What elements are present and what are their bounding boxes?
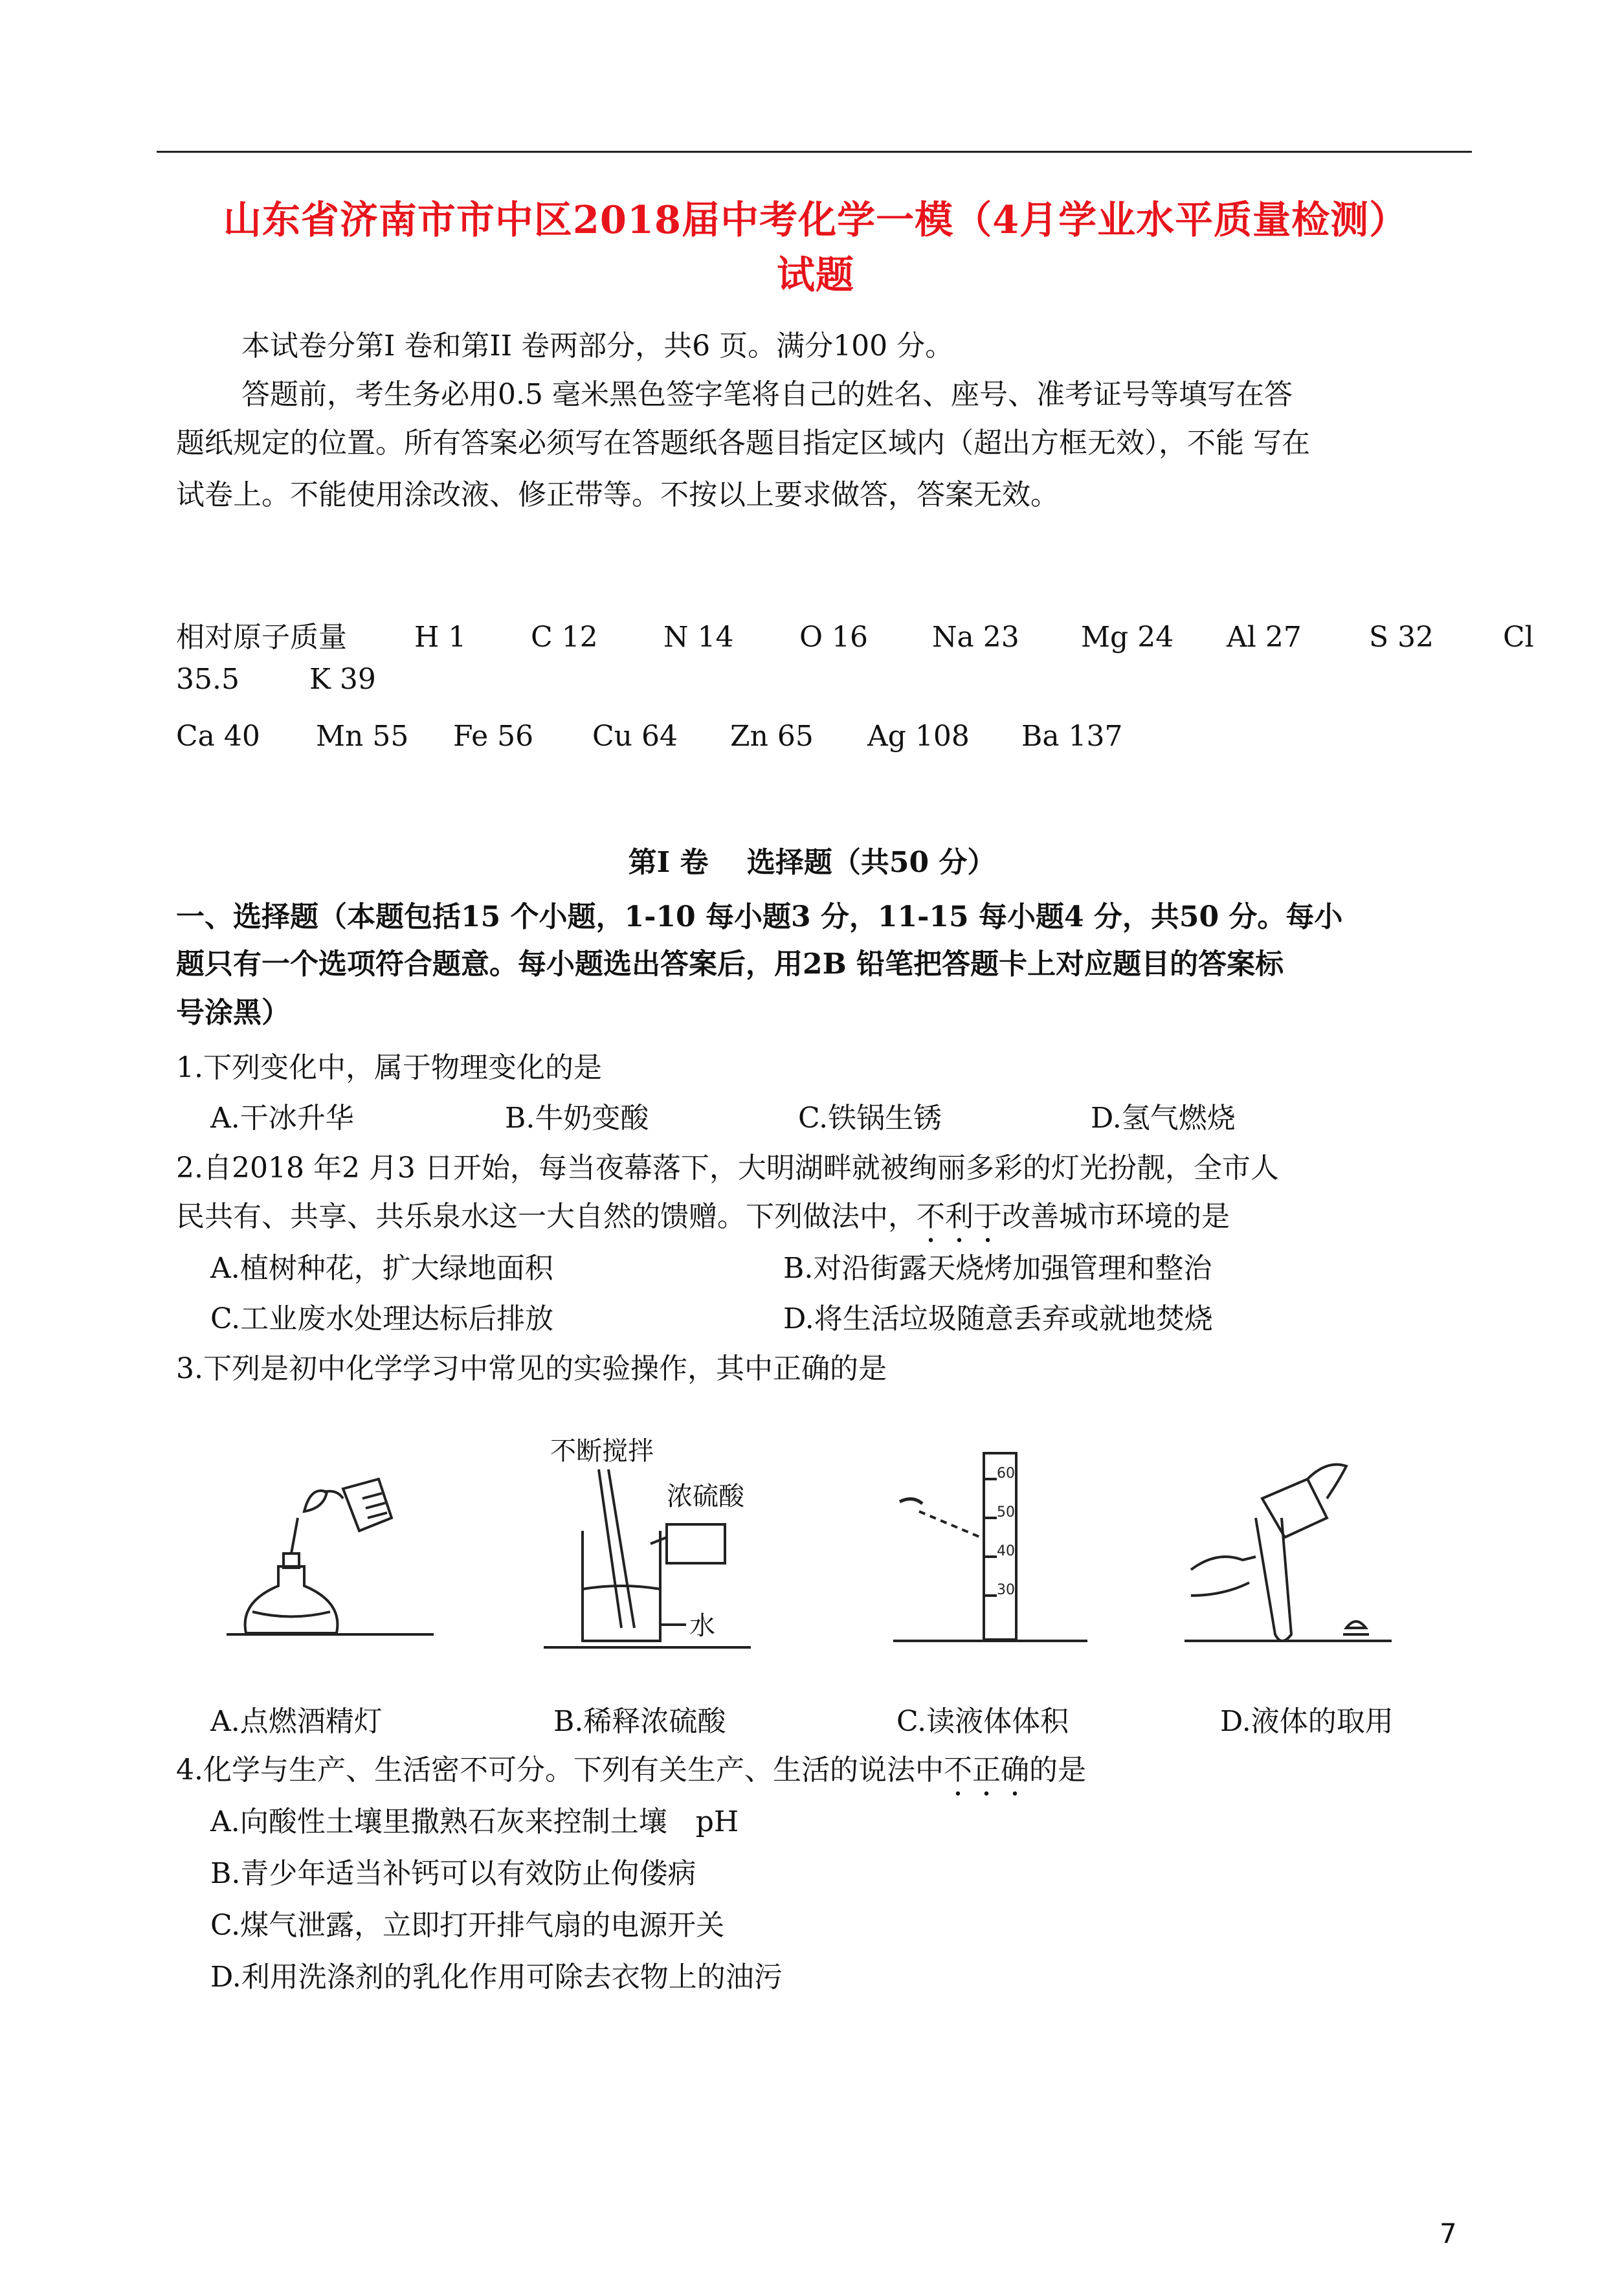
dilution-figure <box>537 1434 783 1654</box>
atomic-mass-item: Ag 108 <box>867 720 970 753</box>
alcohol-lamp-figure <box>227 1440 440 1654</box>
intro-line: 本试卷分第Ⅰ 卷和第II 卷两部分，共6 页。满分100 分。 <box>241 329 954 362</box>
cylinder-tick: 30 <box>997 1582 1015 1598</box>
option-c: C.读液体体积 <box>896 1705 1069 1738</box>
option-b: B.稀释浓硫酸 <box>553 1705 726 1738</box>
atomic-mass-item: C 12 <box>531 621 598 654</box>
atomic-mass-item: O 16 <box>799 621 869 654</box>
document-title-line2: 试题 <box>776 252 854 297</box>
cylinder-tick: 50 <box>997 1504 1015 1520</box>
option-d: D.将生活垃圾随意丢弃或就地焚烧 <box>783 1302 1213 1335</box>
atomic-mass-item: S 32 <box>1369 621 1434 654</box>
option-a: A.向酸性土壤里撒熟石灰来控制土壤 pH <box>210 1805 739 1838</box>
option-a: A.点燃酒精灯 <box>210 1705 383 1738</box>
atomic-mass-item: Na 23 <box>932 621 1019 654</box>
question-stem: 民共有、共享、共乐泉水这一大自然的馈赠。下列做法中，不利于改善城市环境的是 <box>176 1200 1230 1233</box>
emphasis-text: 不正确 <box>943 1754 1029 1787</box>
option-d: D.液体的取用 <box>1220 1705 1394 1738</box>
atomic-mass-item: H 1 <box>414 621 467 654</box>
header-rule <box>157 151 1472 153</box>
page-number: 7 <box>1440 2218 1457 2249</box>
question-stem: 4.化学与生产、生活密不可分。下列有关生产、生活的说法中不正确的是 <box>176 1754 1086 1787</box>
intro-line: 题纸规定的位置。所有答案必须写在答题纸各题目指定区域内（超出方框无效），不能 写在 <box>176 427 1310 460</box>
option-d: D.氢气燃烧 <box>1091 1102 1236 1135</box>
atomic-mass-item: Cl <box>1503 621 1534 654</box>
question-stem: 1.下列变化中，属于物理变化的是 <box>176 1051 602 1084</box>
section-heading: 第Ⅰ 卷 选择题（共50 分） <box>628 846 996 879</box>
liquid-transfer-figure <box>1178 1440 1398 1654</box>
section-instructions: 一、选择题（本题包括15 个小题，1-10 每小题3 分，11-15 每小题4 分，共50 分。每小 <box>176 900 1343 933</box>
atomic-mass-item: 35.5 <box>176 663 239 696</box>
atomic-mass-item: N 14 <box>663 621 734 654</box>
atomic-mass-item: Ba 137 <box>1021 720 1123 753</box>
option-b: B.牛奶变酸 <box>505 1102 649 1135</box>
option-b: B.对沿街露天烧烤加强管理和整治 <box>783 1252 1212 1285</box>
option-c: C.工业废水处理达标后排放 <box>210 1302 554 1335</box>
atomic-mass-label: 相对原子质量 <box>176 621 347 654</box>
fig-label-water: 水 <box>689 1611 715 1641</box>
option-a: A.干冰升华 <box>210 1102 354 1135</box>
atomic-mass-item: Cu 64 <box>592 720 678 753</box>
atomic-mass-item: Fe 56 <box>453 720 534 753</box>
intro-line: 答题前，考生务必用0.5 毫米黑色签字笔将自己的姓名、座号、准考证号等填写在答 <box>241 378 1293 411</box>
atomic-mass-item: Ca 40 <box>176 720 260 753</box>
atomic-mass-item: K 39 <box>309 663 376 696</box>
cylinder-tick: 40 <box>997 1543 1015 1559</box>
question-stem: 3.下列是初中化学学习中常见的实验操作，其中正确的是 <box>176 1352 887 1385</box>
option-b: B.青少年适当补钙可以有效防止佝偻病 <box>210 1857 696 1890</box>
section-instructions: 题只有一个选项符合题意。每小题选出答案后，用2B 铅笔把答题卡上对应题目的答案标 <box>176 948 1284 981</box>
option-c: C.煤气泄露，立即打开排气扇的电源开关 <box>210 1909 725 1942</box>
section-instructions: 号涂黑） <box>176 996 290 1029</box>
option-a: A.植树种花，扩大绿地面积 <box>210 1252 553 1285</box>
document-title: 山东省济南市市中区2018届中考化学一模（4月学业水平质量检测） <box>223 197 1408 242</box>
option-c: C.铁锅生锈 <box>798 1102 942 1135</box>
fig-label-stir: 不断搅拌 <box>550 1436 654 1466</box>
intro-line: 试卷上。不能使用涂改液、修正带等。不按以上要求做答，答案无效。 <box>176 478 1059 511</box>
emphasis-text: 不利于 <box>917 1200 1002 1233</box>
atomic-mass-item: Mg 24 <box>1081 621 1174 654</box>
atomic-mass-item: Zn 65 <box>730 720 814 753</box>
question-stem: 2.自2018 年2 月3 日开始，每当夜幕落下，大明湖畔就被绚丽多彩的灯光扮靓，全市人 <box>176 1152 1279 1185</box>
graduated-cylinder-figure <box>880 1440 1094 1654</box>
atomic-mass-item: Mn 55 <box>316 720 409 753</box>
fig-label-acid: 浓硫酸 <box>667 1482 744 1511</box>
option-d: D.利用洗涤剂的乳化作用可除去衣物上的油污 <box>210 1961 783 1994</box>
cylinder-tick: 60 <box>997 1465 1015 1482</box>
atomic-mass-item: Al 27 <box>1227 621 1302 654</box>
